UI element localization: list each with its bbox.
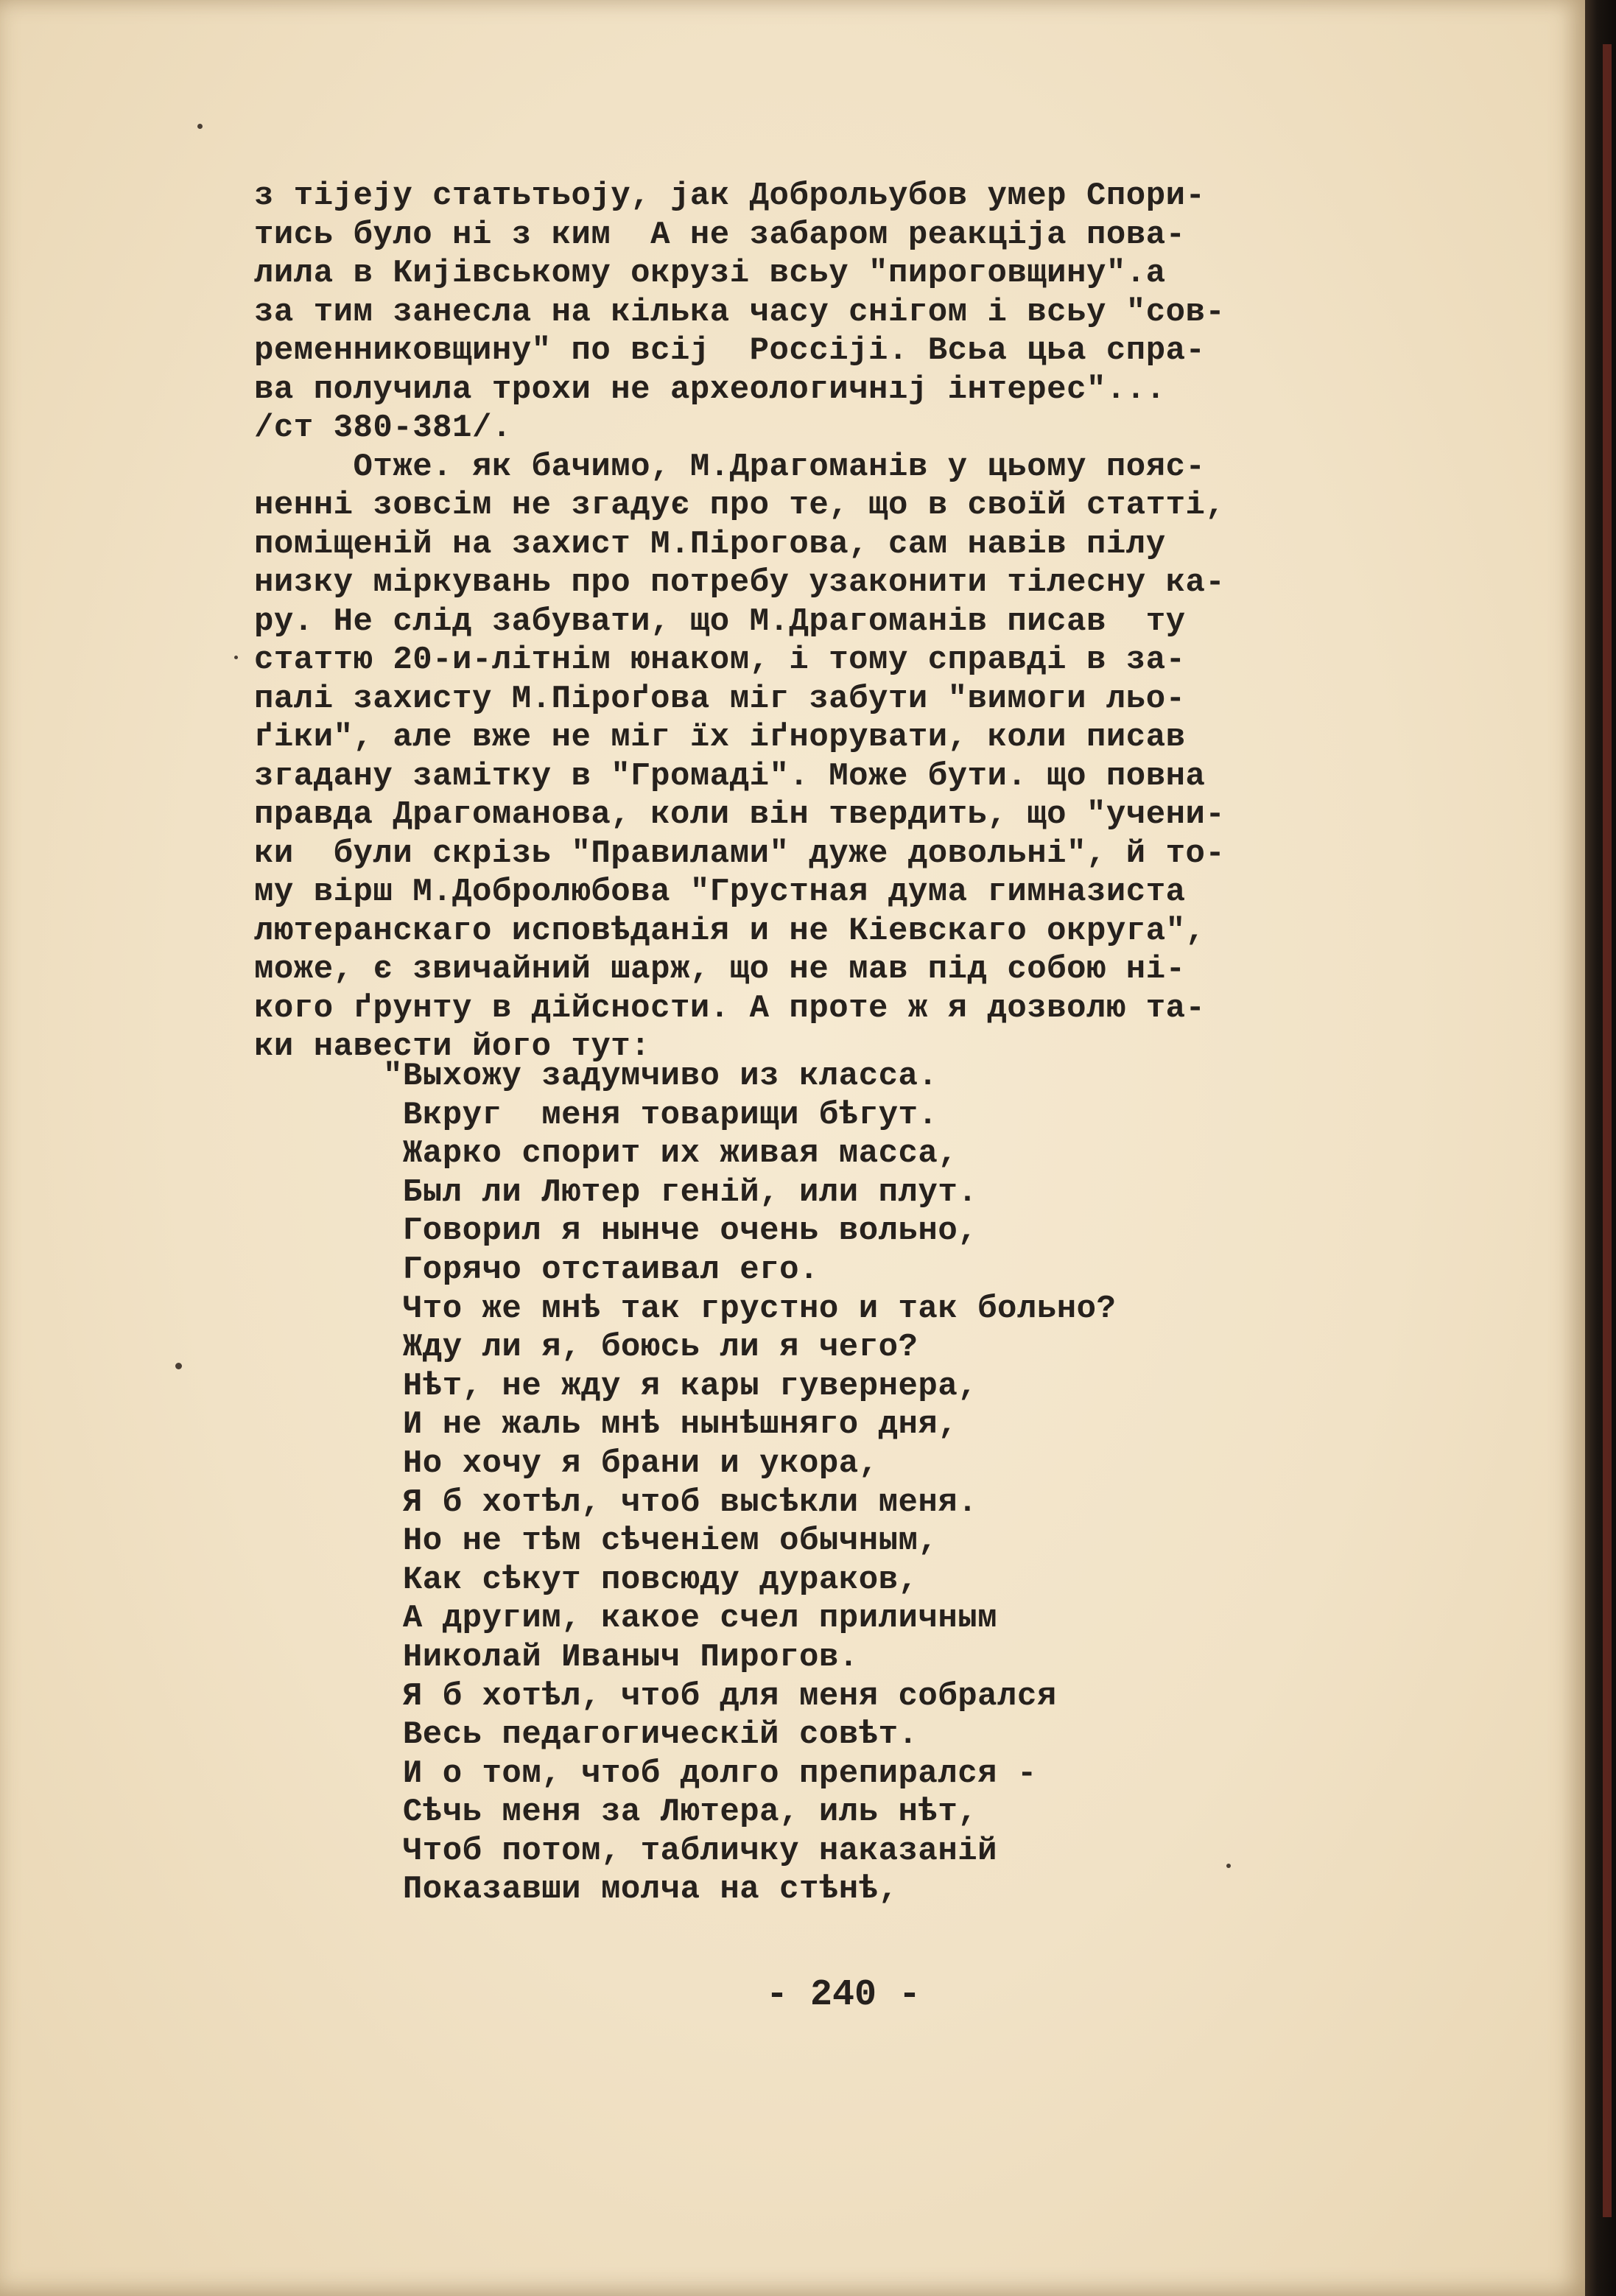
paper-speck [234,656,238,659]
poem-line: Сѣчь меня за Лютера, иль нѣт, [383,1794,978,1831]
prose-line: ва получила трохи не археологичнıј інтерес"... [254,371,1166,408]
prose-line: статтю 20-и-літнім юнаком, і тому справді в за- [254,642,1186,678]
poem-line: Показавши молча на стѣнѣ, [383,1871,899,1909]
poem-line: Но не тѣм сѣченіем обычным, [383,1523,938,1560]
prose-line: кого ґрунту в дійсности. А проте ж я дозволю та- [254,989,1206,1027]
prose-line: низку міркувань про потребу узаконити тілесну ка- [254,564,1226,601]
poem-line: Чтоб потом, табличку наказаній [383,1832,998,1870]
poem-line: А другим, какое счел приличным [383,1600,998,1637]
prose-line: палі захисту М.Піроґова міг забути "вимоги льо- [254,680,1186,717]
paper-speck [175,1363,182,1369]
prose-block [254,177,1447,1067]
prose-line: лила в Кијівському окрузі всьу "пироговщину".а [254,255,1166,292]
prose-line: лютеранскаго исповѣданія и не Кіевскаго округа", [254,912,1206,949]
paper-speck [1226,1864,1231,1868]
prose-line: з тіјеју статьтьоју, јак Доброльубов умер Спори- [254,178,1206,214]
prose-line: правда Драгоманова, коли він твердить, що "учени- [254,796,1226,833]
poem-line: "Выхожу задумчиво из класса. [383,1058,938,1095]
poem-line: Был ли Лютер геній, или плут. [383,1173,978,1211]
prose-line: тись було ні з ким А не забаром реакціја пова- [254,216,1186,253]
prose-line: ґіки", але вже не міг їх іґнорувати, коли писав [254,719,1186,756]
poem-line: Говорил я нынче очень вольно, [383,1212,978,1250]
paper-speck [197,124,203,129]
prose-line: ненні зовсім не згадує про те, що в своїй статті, [254,487,1226,524]
prose-line: ру. Не слід забувати, що М.Драгоманів писав ту [254,603,1186,640]
poem-line: Нѣт, не жду я кары гувернера, [383,1367,978,1405]
poem-line: Николай Иваныч Пирогов. [383,1638,859,1676]
poem-line: Жду ли я, боюсь ли я чего? [383,1329,918,1366]
poem-line: Как сѣкут повсюду дураков, [383,1561,918,1598]
poem-line: Что же мнѣ так грустно и так больно? [383,1290,1117,1327]
prose-line: за тим занесла на кілька часу снігом і всьу "сов- [254,293,1226,331]
prose-line: /ст 380-381/. [254,410,512,446]
poem-line: Весь педагогическій совѣт. [383,1716,918,1754]
poem-line: Вкруг меня товарищи бѣгут. [383,1096,938,1134]
binding-red-strip [1603,44,1612,2217]
prose-line: ременниковщину" по всіј Россіјі. Всьа цьа спра- [254,332,1206,369]
poem-line: Но хочу я брани и укора, [383,1444,879,1482]
poem-line: Жарко спорит их живая масса, [383,1135,958,1173]
poem-block [383,1057,1341,1909]
prose-line: поміщеній на захист М.Пірогова, сам навів пілу [254,525,1166,563]
page-number: - 240 - [766,1974,921,2016]
poem-line: Я б хотѣл, чтоб высѣкли меня. [383,1484,978,1521]
poem-line: Горячо отстаивал его. [383,1251,819,1288]
prose-line: може, є звичайний шарж, що не мав під собою ні- [254,951,1186,988]
poem-line: И о том, чтоб долго препирался - [383,1755,1037,1792]
prose-line: Отже. як бачимо, М.Драгоманів у цьому пояс- [254,448,1206,485]
poem-line: Я б хотѣл, чтоб для меня собрался [383,1677,1057,1715]
prose-line: згадану замітку в "Громаді". Може бути. що повна [254,757,1206,795]
poem-line: И не жаль мнѣ нынѣшняго дня, [383,1406,958,1444]
prose-line: му вірш М.Добролюбова "Грустная дума гимназиста [254,874,1186,910]
prose-line: ки навести його тут: [254,1028,651,1065]
prose-line: ки були скрізь "Правилами" дуже довольні", й то- [254,835,1226,872]
